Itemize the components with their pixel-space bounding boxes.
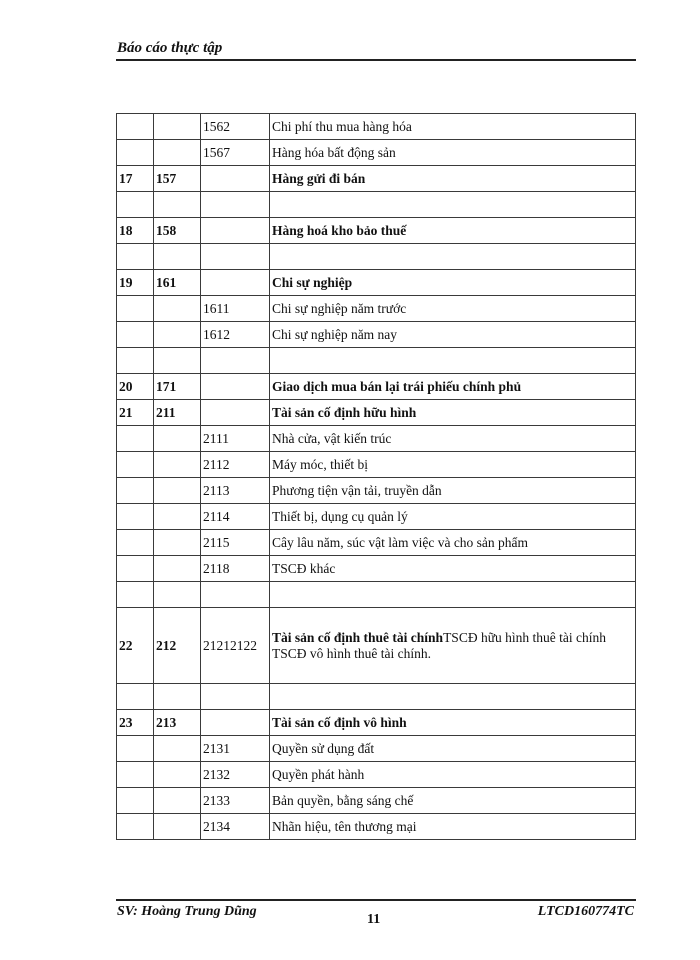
table-row bbox=[117, 504, 636, 530]
sub-account-code: 2114 bbox=[201, 504, 270, 530]
sub-account-code: 2134 bbox=[201, 814, 270, 840]
sub-account-code: 2132 bbox=[201, 762, 270, 788]
sub-account-code: 1567 bbox=[201, 140, 270, 166]
account-name: Tài sản cố định vô hình bbox=[270, 710, 636, 736]
account-name bbox=[270, 684, 636, 710]
row-number bbox=[117, 762, 154, 788]
table-row-22 bbox=[117, 608, 636, 684]
account-name: Hàng hóa bất động sản bbox=[270, 140, 636, 166]
sub-account-code: 2111 bbox=[201, 426, 270, 452]
sub-account-code: 1611 bbox=[201, 296, 270, 322]
sub-account-code bbox=[201, 684, 270, 710]
table-row bbox=[117, 244, 636, 270]
row-number bbox=[117, 684, 154, 710]
row-number: 17 bbox=[117, 166, 154, 192]
table-row bbox=[117, 762, 636, 788]
table-row bbox=[117, 530, 636, 556]
account-name: Quyền phát hành bbox=[270, 762, 636, 788]
sub-account-code: 2113 bbox=[201, 478, 270, 504]
sub-account-code: 2133 bbox=[201, 788, 270, 814]
sub-account-code: 21212122 bbox=[201, 608, 270, 684]
row-number bbox=[117, 296, 154, 322]
account-code: 161 bbox=[154, 270, 201, 296]
account-code bbox=[154, 582, 201, 608]
class-code: LTCD160774TC bbox=[537, 904, 634, 919]
account-code: 212 bbox=[154, 608, 201, 684]
row-number: 19 bbox=[117, 270, 154, 296]
account-name: Chi sự nghiệp bbox=[270, 270, 636, 296]
account-code: 213 bbox=[154, 710, 201, 736]
table-row bbox=[117, 348, 636, 374]
account-code bbox=[154, 192, 201, 218]
row-number bbox=[117, 192, 154, 218]
account-code: 158 bbox=[154, 218, 201, 244]
row-number: 23 bbox=[117, 710, 154, 736]
row-number bbox=[117, 530, 154, 556]
accounts-table-body bbox=[117, 114, 636, 840]
row-number bbox=[117, 426, 154, 452]
table-row bbox=[117, 684, 636, 710]
accounts-table bbox=[116, 113, 636, 840]
account-name: Thiết bị, dụng cụ quản lý bbox=[270, 504, 636, 530]
account-code bbox=[154, 452, 201, 478]
account-name: Hàng gửi đi bán bbox=[270, 166, 636, 192]
account-code bbox=[154, 736, 201, 762]
sub-account-code: 1612 bbox=[201, 322, 270, 348]
account-code bbox=[154, 478, 201, 504]
sub-account-code bbox=[201, 244, 270, 270]
table-row bbox=[117, 710, 636, 736]
table-row bbox=[117, 556, 636, 582]
table-row bbox=[117, 140, 636, 166]
table-row bbox=[117, 296, 636, 322]
row-number bbox=[117, 788, 154, 814]
sub-account-code bbox=[201, 270, 270, 296]
row-number: 22 bbox=[117, 608, 154, 684]
header-divider bbox=[116, 59, 636, 61]
table-row bbox=[117, 788, 636, 814]
row-number bbox=[117, 814, 154, 840]
row-number: 21 bbox=[117, 400, 154, 426]
row-number bbox=[117, 348, 154, 374]
row-number bbox=[117, 452, 154, 478]
account-code bbox=[154, 114, 201, 140]
account-name bbox=[270, 192, 636, 218]
account-code bbox=[154, 322, 201, 348]
account-name-detail-2: TSCĐ vô hình thuê tài chính. bbox=[272, 645, 431, 661]
table-row bbox=[117, 114, 636, 140]
account-name bbox=[270, 582, 636, 608]
account-code bbox=[154, 762, 201, 788]
table-row bbox=[117, 166, 636, 192]
account-code bbox=[154, 504, 201, 530]
account-name bbox=[270, 244, 636, 270]
row-number: 20 bbox=[117, 374, 154, 400]
student-name: SV: Hoàng Trung Dũng bbox=[117, 904, 257, 919]
account-name: Nhà cửa, vật kiến trúc bbox=[270, 426, 636, 452]
account-code bbox=[154, 556, 201, 582]
account-code bbox=[154, 426, 201, 452]
sub-account-code: 2112 bbox=[201, 452, 270, 478]
sub-account-code: 1562 bbox=[201, 114, 270, 140]
sub-account-code: 2118 bbox=[201, 556, 270, 582]
sub-account-code bbox=[201, 348, 270, 374]
account-code bbox=[154, 244, 201, 270]
row-number bbox=[117, 478, 154, 504]
account-name: Bản quyền, bằng sáng chế bbox=[270, 788, 636, 814]
account-code: 211 bbox=[154, 400, 201, 426]
sub-account-code bbox=[201, 710, 270, 736]
account-code bbox=[154, 140, 201, 166]
table-row bbox=[117, 270, 636, 296]
table-row bbox=[117, 478, 636, 504]
sub-account-code: 2115 bbox=[201, 530, 270, 556]
account-name: Chi sự nghiệp năm trước bbox=[270, 296, 636, 322]
account-code bbox=[154, 296, 201, 322]
account-name: Giao dịch mua bán lại trái phiếu chính phủ bbox=[270, 374, 636, 400]
sub-account-code bbox=[201, 166, 270, 192]
table-row bbox=[117, 814, 636, 840]
sub-account-code bbox=[201, 374, 270, 400]
row-number bbox=[117, 322, 154, 348]
account-name: Nhãn hiệu, tên thương mại bbox=[270, 814, 636, 840]
sub-account-code bbox=[201, 218, 270, 244]
account-code bbox=[154, 684, 201, 710]
row-number bbox=[117, 244, 154, 270]
table-row bbox=[117, 322, 636, 348]
account-code: 171 bbox=[154, 374, 201, 400]
account-name: Cây lâu năm, súc vật làm việc và cho sản phẩm bbox=[270, 530, 636, 556]
row-number bbox=[117, 556, 154, 582]
table-row bbox=[117, 192, 636, 218]
account-name bbox=[270, 348, 636, 374]
account-code bbox=[154, 530, 201, 556]
row-number bbox=[117, 504, 154, 530]
account-name: Tài sản cố định hữu hình bbox=[270, 400, 636, 426]
row-number bbox=[117, 736, 154, 762]
footer-divider bbox=[116, 899, 636, 901]
sub-account-code bbox=[201, 400, 270, 426]
account-name: TSCĐ khác bbox=[270, 556, 636, 582]
account-name-bold: Tài sản cố định thuê tài chính bbox=[272, 629, 444, 645]
sub-account-code: 2131 bbox=[201, 736, 270, 762]
table-row bbox=[117, 400, 636, 426]
page-number: 11 bbox=[367, 912, 381, 927]
table-row bbox=[117, 582, 636, 608]
account-name: Máy móc, thiết bị bbox=[270, 452, 636, 478]
account-code bbox=[154, 788, 201, 814]
account-name: Chi sự nghiệp năm nay bbox=[270, 322, 636, 348]
account-name: Hàng hoá kho bảo thuế bbox=[270, 218, 636, 244]
table-row bbox=[117, 218, 636, 244]
account-name bbox=[270, 608, 636, 684]
row-number: 18 bbox=[117, 218, 154, 244]
row-number bbox=[117, 114, 154, 140]
account-code bbox=[154, 814, 201, 840]
account-name: Chi phí thu mua hàng hóa bbox=[270, 114, 636, 140]
account-name: Quyền sử dụng đất bbox=[270, 736, 636, 762]
row-number bbox=[117, 582, 154, 608]
account-name: Phương tiện vận tải, truyền dẫn bbox=[270, 478, 636, 504]
report-title: Báo cáo thực tập bbox=[117, 40, 223, 56]
table-row bbox=[117, 452, 636, 478]
account-code: 157 bbox=[154, 166, 201, 192]
account-code bbox=[154, 348, 201, 374]
sub-account-code bbox=[201, 582, 270, 608]
table-row bbox=[117, 374, 636, 400]
sub-account-code bbox=[201, 192, 270, 218]
row-number bbox=[117, 140, 154, 166]
table-row bbox=[117, 426, 636, 452]
table-row bbox=[117, 736, 636, 762]
account-name-detail-1: TSCĐ hữu hình thuê tài chính bbox=[443, 629, 606, 645]
